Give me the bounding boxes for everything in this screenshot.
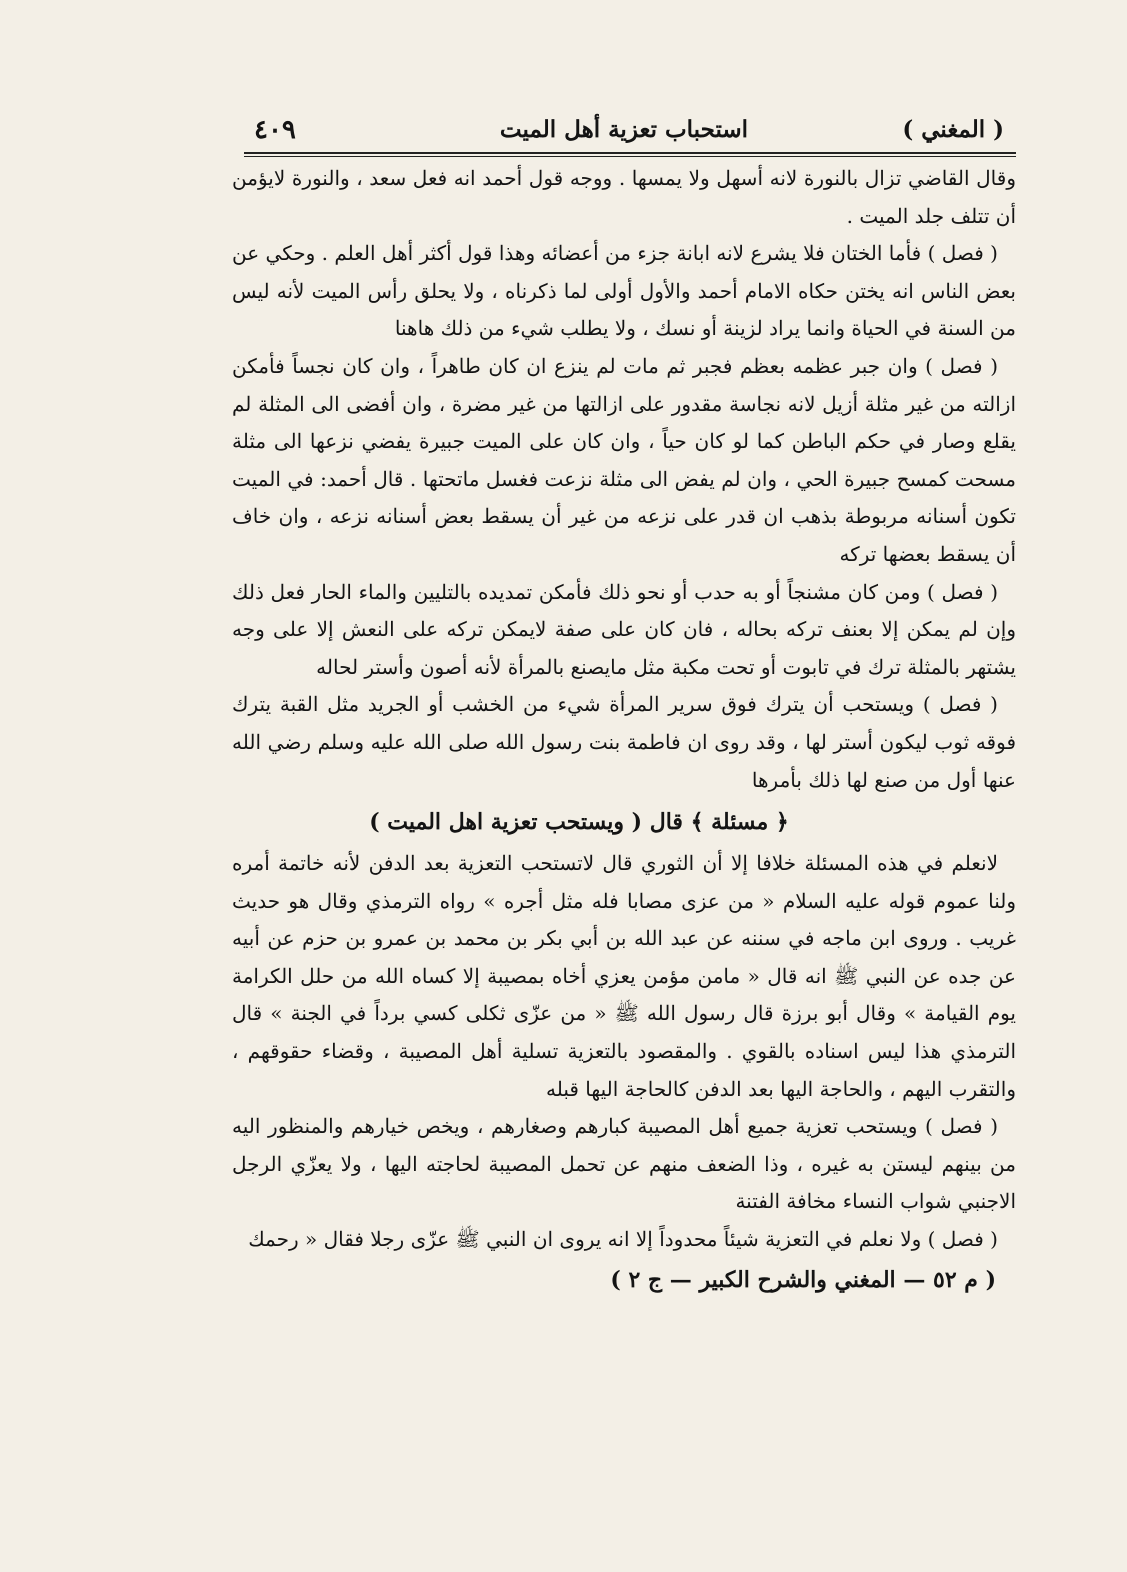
paragraph: ( فصل ) ويستحب تعزية جميع أهل المصيبة كبارهم وصغارهم ، ويخص خيارهم والمنظور اليه من بينهم ليستن به غيره ، وذا الضعف منهم عن تحمل المصيبة لحاجته اليها ، ولا يعزّي الرجل الاجنبي شواب النساء مخافة الفتنة (232, 1114, 1016, 1214)
book-name: ( المغني ) (902, 116, 1004, 143)
paragraph: وقال القاضي تزال بالنورة لانه أسهل ولا يمسها . ووجه قول أحمد انه فعل سعد ، والنورة لايؤمن أن تتلف جلد الميت . (232, 166, 1016, 228)
paragraph: ( فصل ) وان جبر عظمه بعظم فجبر ثم مات لم ينزع ان كان طاهراً ، وان كان نجساً فأمكن ازالته من غير مثلة أزيل لانه نجاسة مقدور على ازالتها من غير مضرة ، وان أفضى الى المثلة لم يقلع وصار في حكم الباطن كما لو كان حياً ، وان كان على الميت جبيرة يفضي نزعها الى مثلة مسحت كمسح جبيرة الحي ، وان لم يفض الى مثلة نزعت فغسل ماتحتها . قال أحمد: في الميت تكون أسنانه مربوطة بذهب ان قدر على نزعه من غير أن يسقط بعض أسنانه نزعه ، وان خاف أن يسقط بعضها تركه (232, 353, 1016, 566)
section-title: استحباب تعزية أهل الميت (499, 116, 749, 143)
page-header (232, 112, 1016, 156)
footer-signature: ( م ٥٢ — المغني والشرح الكبير — ج ٢ ) (610, 1266, 996, 1293)
page-body (232, 160, 1016, 1259)
paragraph: لانعلم في هذه المسئلة خلافا إلا أن الثوري قال لاتستحب التعزية بعد الدفن لأنه خاتمة أمره ولنا عموم قوله عليه السلام « من عزى مصابا فله مثل أجره » رواه الترمذي وقال هو حديث غريب . وروى ابن ماجه في سننه عن عبد الله بن أبي بكر بن محمد بن عمرو بن حزم عن أبيه عن جده عن النبي ﷺ انه قال « مامن مؤمن يعزي أخاه بمصيبة إلا كساه الله من حلل الكرامة يوم القيامة » وقال أبو برزة قال رسول الله ﷺ « من عزّى ثكلى كسي برداً في الجنة » قال الترمذي هذا ليس اسناده بالقوي . والمقصود بالتعزية تسلية أهل المصيبة ، وقضاء حقوقهم ، والتقرب اليهم ، والحاجة اليها بعد الدفن كالحاجة اليها قبله (232, 851, 1016, 1101)
masala-heading: ﴿ مسئلة ﴾ قال ( ويستحب تعزية اهل الميت ) (369, 809, 789, 836)
paragraph: ( فصل ) ويستحب أن يترك فوق سرير المرأة شيء من الخشب أو الجريد مثل القبة يترك فوقه ثوب ليكون أستر لها ، وقد روى ان فاطمة بنت رسول الله صلى الله عليه وسلم رضي الله عنها أول من صنع لها ذلك بأمرها (232, 692, 1016, 792)
paragraph: ( فصل ) ولا نعلم في التعزية شيئاً محدوداً إلا انه يروى ان النبي ﷺ عزّى رجلا فقال « رحمك (248, 1227, 998, 1252)
header-rule (244, 152, 1016, 154)
book-page (232, 112, 1016, 1502)
paragraph: ( فصل ) فأما الختان فلا يشرع لانه ابانة جزء من أعضائه وهذا قول أكثر أهل العلم . وحكي عن بعض الناس انه يختن حكاه الامام أحمد والأول أولى لما ذكرناه ، ولا يحلق رأس الميت لأنه ليس من السنة في الحياة وانما يراد لزينة أو نسك ، ولا يطلب شيء من ذلك هاهنا (232, 241, 1016, 341)
paragraph: ( فصل ) ومن كان مشنجاً أو به حدب أو نحو ذلك فأمكن تمديده بالتليين والماء الحار فعل ذلك وإن لم يمكن إلا بعنف تركه بحاله ، فان كان على صفة لايمكن تركه على النعش إلا على وجه يشتهر بالمثلة ترك في تابوت أو تحت مكبة مثل مايصنع بالمرأة لأنه أصون وأستر لحاله (232, 579, 1016, 679)
page-number: ٤٠٩ (254, 115, 296, 145)
